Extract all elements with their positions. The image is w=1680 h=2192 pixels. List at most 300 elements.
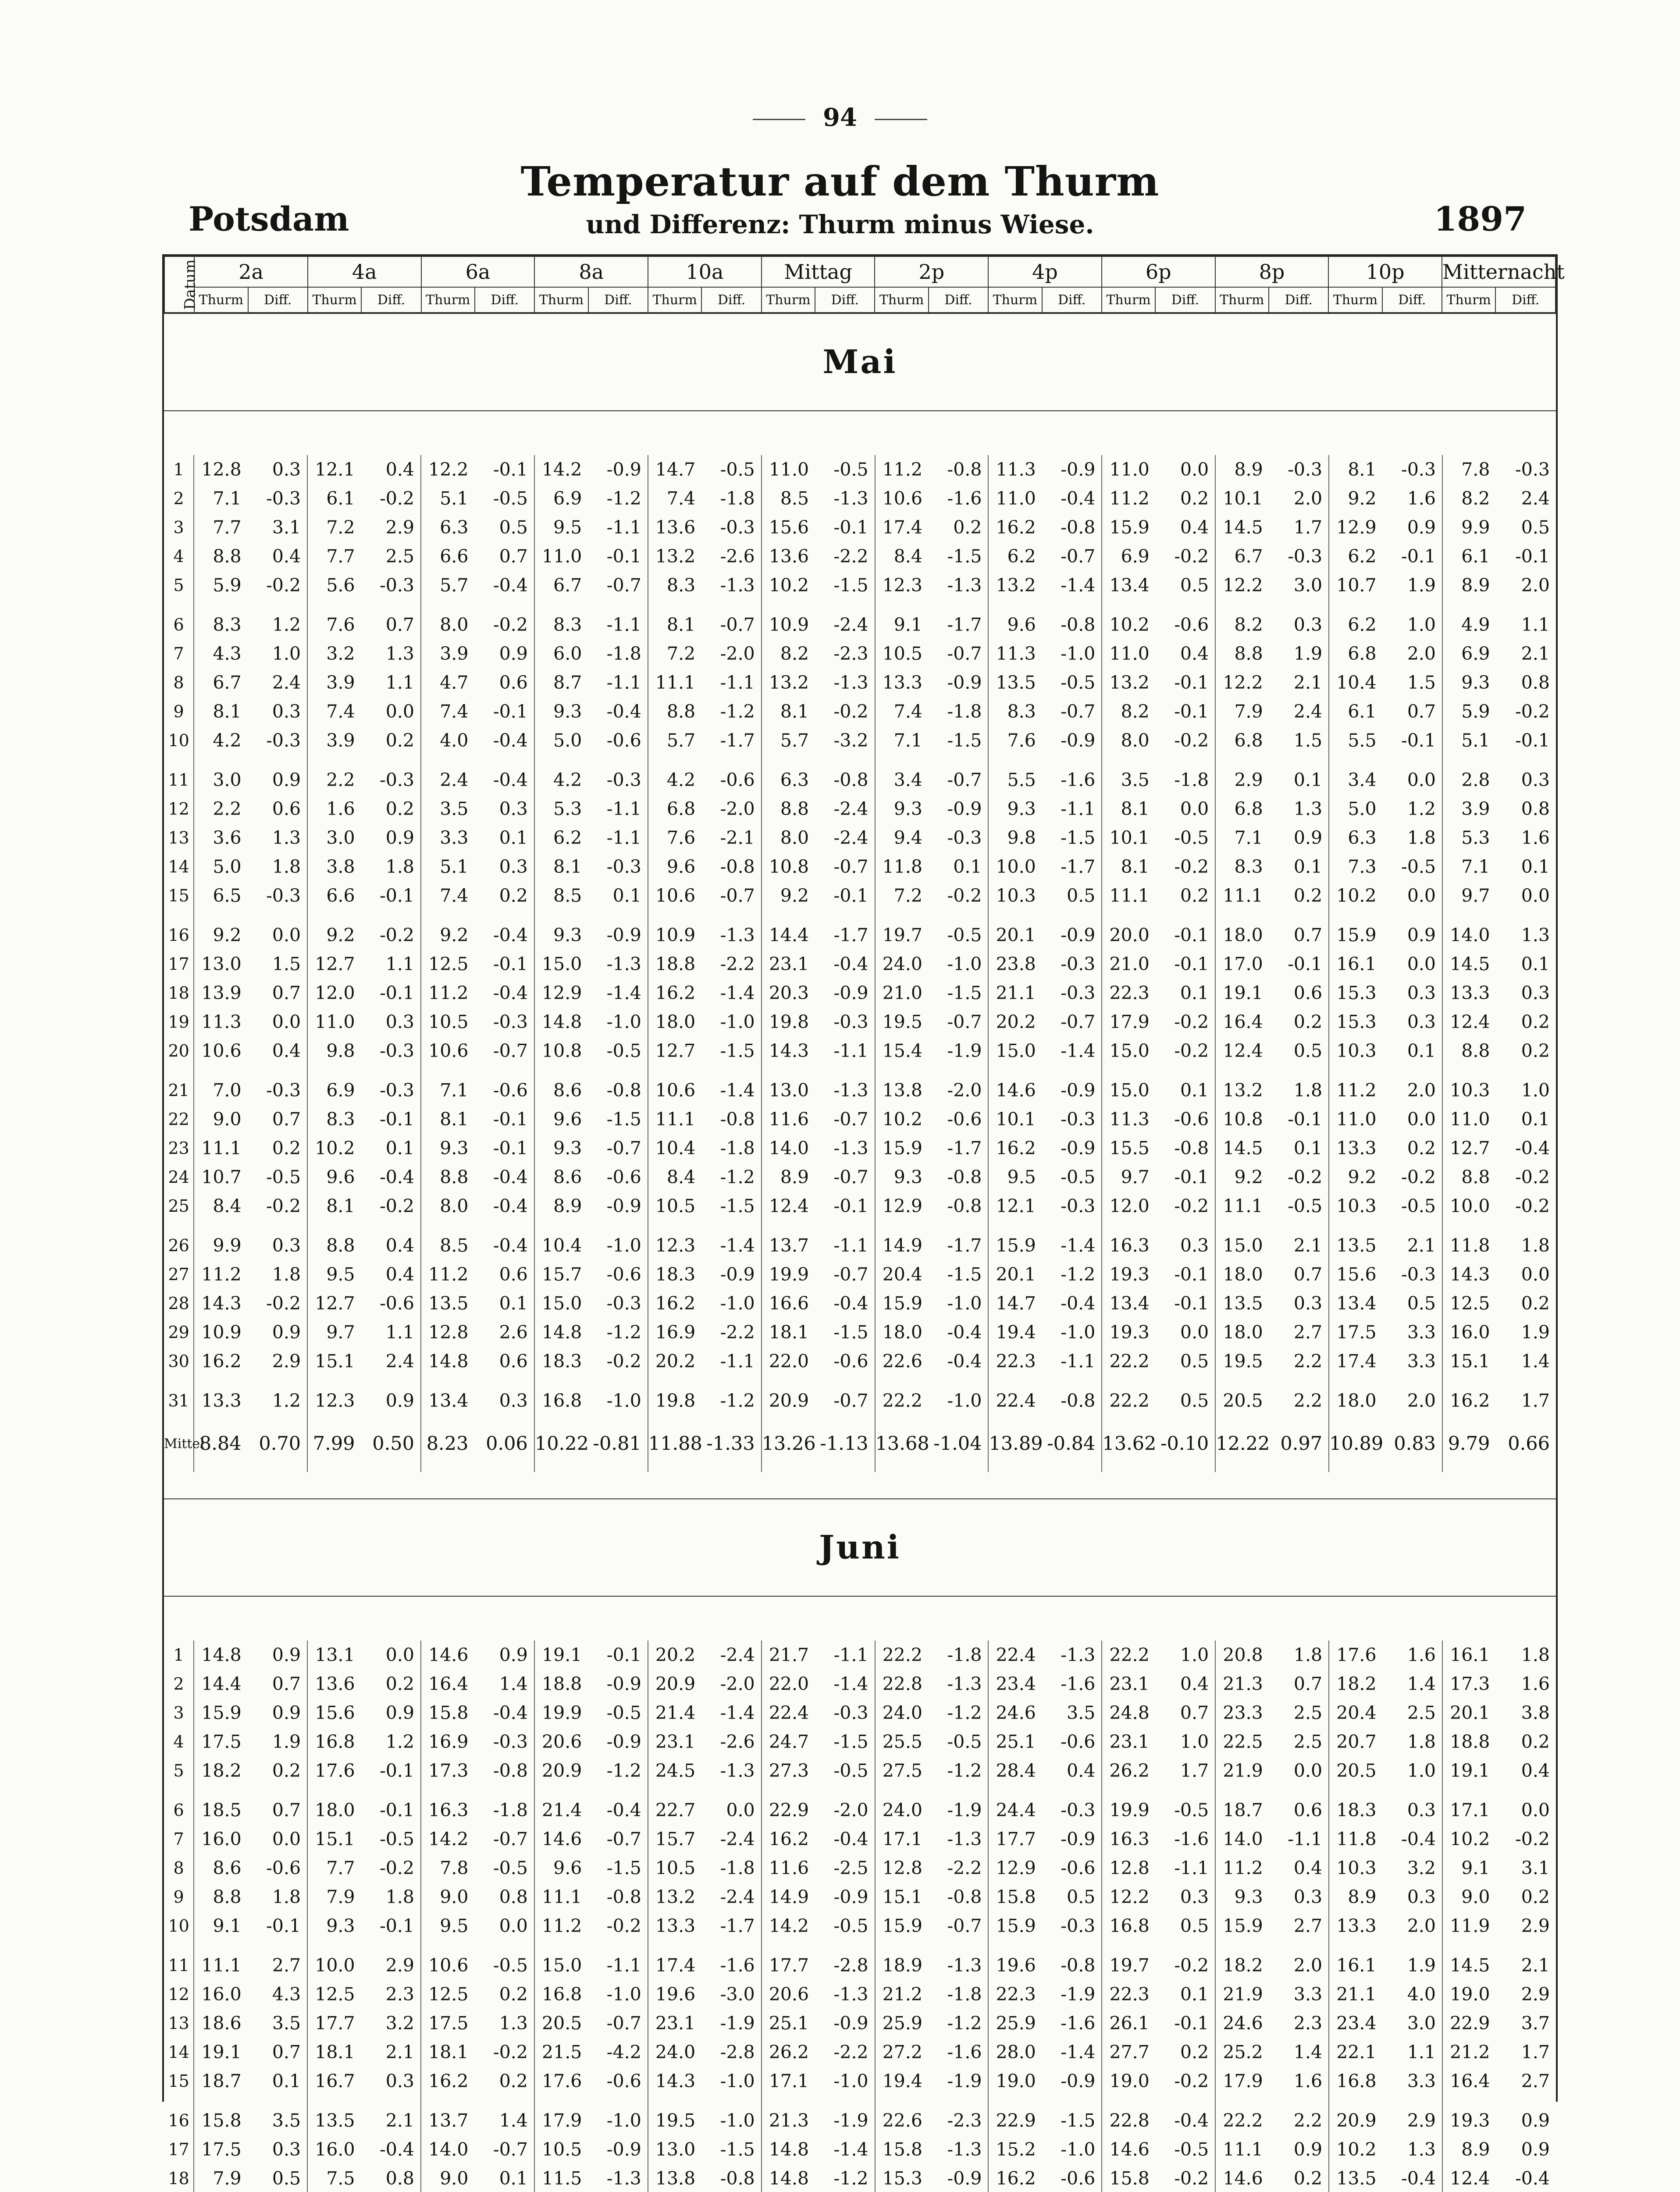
thurm-value: 11.0 [1329, 1105, 1382, 1134]
diff-value: -0.1 [1515, 546, 1550, 567]
diff-value: 0.1 [1521, 954, 1550, 975]
diff-value: -0.6 [1061, 2168, 1096, 2189]
diff-value: 0.06 [486, 1433, 528, 1455]
thurm-value: 15.0 [1102, 1065, 1155, 1105]
thurm-value: 7.4 [648, 484, 701, 513]
diff-value: -1.7 [833, 925, 868, 946]
diff-value: -1.5 [947, 546, 982, 567]
diff-value: 1.0 [1521, 1080, 1550, 1101]
thurm-value: 20.9 [534, 1756, 588, 1785]
diff-value: -1.8 [493, 1800, 528, 1821]
diff-value: 3.1 [1521, 1858, 1550, 1879]
diff-value: 0.8 [1521, 672, 1550, 693]
diff-value: -1.0 [947, 1390, 982, 1411]
diff-value: -1.5 [833, 1322, 868, 1343]
diff-value: -1.04 [933, 1433, 982, 1455]
diff-value: -0.4 [1401, 1829, 1436, 1850]
diff-value: 0.0 [1180, 459, 1209, 480]
thurm-value: 12.7 [648, 1036, 701, 1065]
diff-value: 0.2 [953, 517, 982, 538]
diff-value: -0.2 [833, 701, 868, 722]
diff-value: 0.1 [1180, 982, 1209, 1003]
diff-value: -0.1 [1401, 546, 1436, 567]
thurm-value: 15.5 [1102, 1134, 1155, 1163]
diff-value: 0.5 [1407, 1293, 1436, 1314]
diff-value: 0.9 [1521, 2139, 1550, 2160]
diff-value: -0.9 [947, 672, 982, 693]
thurm-value: 17.1 [1442, 1785, 1496, 1825]
thurm-value: 15.0 [534, 1940, 588, 1980]
thurm-value: 22.7 [648, 1785, 701, 1825]
diff-value: 1.8 [272, 1886, 301, 1907]
thurm-value: 21.9 [1215, 1756, 1269, 1785]
diff-value: -0.9 [1061, 1080, 1096, 1101]
thurm-value: 24.6 [988, 1698, 1042, 1727]
thurm-value: 10.8 [1215, 1105, 1269, 1134]
diff-value: 2.0 [1407, 643, 1436, 664]
thurm-value: 9.3 [1215, 1882, 1269, 1911]
thurm-value: 20.9 [1329, 2096, 1382, 2135]
thurm-value: 8.4 [648, 1163, 701, 1192]
diff-value: -1.3 [947, 575, 982, 596]
thurm-value: 16.0 [194, 1825, 247, 1854]
diff-value: -1.5 [1061, 2110, 1096, 2131]
day-cell: 11 [168, 1956, 189, 1975]
thurm-value: 9.7 [1102, 1163, 1155, 1192]
diff-value: 0.2 [272, 1138, 301, 1159]
table-row [164, 1669, 1556, 1698]
diff-value: -0.7 [1061, 546, 1096, 567]
diff-value: -2.4 [720, 1829, 755, 1850]
day-cell: 7 [173, 644, 184, 663]
thurm-value: 7.8 [421, 1854, 474, 1882]
thurm-value: 24.0 [875, 1698, 929, 1727]
thurm-value: 8.1 [1102, 794, 1155, 823]
thurm-value: 8.6 [534, 1163, 588, 1192]
thurm-value: 18.2 [1329, 1669, 1382, 1698]
diff-value: -2.3 [833, 643, 868, 664]
thurm-value: 14.6 [1102, 2135, 1155, 2164]
thurm-value: 12.7 [307, 1289, 361, 1318]
diff-value: 2.4 [385, 1351, 415, 1372]
diff-value: 2.0 [1293, 488, 1323, 509]
diff-value: -0.4 [1174, 2110, 1209, 2131]
table-row [164, 1192, 1556, 1221]
thurm-value: 8.8 [1442, 1036, 1496, 1065]
diff-value: 1.2 [272, 1390, 301, 1411]
thurm-value: 9.3 [1442, 668, 1496, 697]
thurm-value: 18.6 [194, 2009, 247, 2038]
diff-value: -0.6 [606, 2071, 641, 2092]
diff-value: -0.6 [379, 1293, 415, 1314]
diff-value: -0.6 [1174, 1109, 1209, 1130]
thurm-value: 8.8 [1442, 1163, 1496, 1192]
thurm-value: 9.2 [1329, 484, 1382, 513]
thurm-value: 13.3 [1442, 979, 1496, 1007]
thurm-value: 22.3 [1102, 1980, 1155, 2009]
diff-value: 0.4 [272, 1040, 301, 1061]
thurm-value: 13.2 [1215, 1065, 1269, 1105]
thurm-value: 8.8 [648, 697, 701, 726]
diff-value: 1.6 [1407, 1644, 1436, 1665]
thurm-value: 11.6 [762, 1854, 815, 1882]
thurm-value: 11.2 [875, 455, 929, 484]
diff-value: -0.8 [720, 2168, 755, 2189]
diff-value: 0.5 [499, 517, 528, 538]
diff-value: -2.2 [947, 1858, 982, 1879]
diff-value: -0.6 [1061, 1858, 1096, 1879]
diff-value: -1.2 [720, 1390, 755, 1411]
thurm-value: 9.6 [534, 1105, 588, 1134]
thurm-value: 12.3 [648, 1221, 701, 1260]
diff-value: -1.5 [947, 982, 982, 1003]
diff-value: 0.0 [385, 1644, 415, 1665]
thurm-value: 5.1 [1442, 726, 1496, 755]
diff-value: -1.1 [606, 1955, 641, 1976]
thurm-value: 9.9 [194, 1221, 247, 1260]
diff-value: 0.7 [1293, 925, 1323, 946]
diff-value: -0.5 [1174, 827, 1209, 848]
thurm-value: 11.8 [1442, 1221, 1496, 1260]
thurm-value: 12.8 [875, 1854, 929, 1882]
diff-value: -0.2 [1401, 1167, 1436, 1188]
diff-value: -0.5 [1061, 1167, 1096, 1188]
thurm-value: 15.9 [1329, 910, 1382, 950]
thurm-value: 8.9 [1442, 571, 1496, 600]
thurm-value: 4.2 [534, 755, 588, 794]
thurm-value: 21.3 [1215, 1669, 1269, 1698]
diff-value: -2.0 [720, 798, 755, 819]
diff-value: -0.5 [947, 925, 982, 946]
diff-value: -1.2 [606, 488, 641, 509]
thurm-value: 22.6 [875, 2096, 929, 2135]
thurm-value: 9.79 [1442, 1415, 1496, 1472]
thurm-subheader: Thurm [875, 287, 928, 313]
diff-value: -2.8 [720, 2042, 755, 2063]
table-row [164, 2009, 1556, 2038]
thurm-value: 8.3 [194, 600, 247, 639]
thurm-value: 3.0 [307, 823, 361, 852]
thurm-value: 6.9 [1102, 542, 1155, 571]
thurm-value: 8.1 [307, 1192, 361, 1221]
diff-value: -1.9 [947, 2071, 982, 2092]
thurm-value: 17.1 [762, 2067, 815, 2096]
diff-value: -1.4 [720, 1080, 755, 1101]
thurm-value: 12.4 [1442, 2164, 1496, 2192]
diff-value: -1.1 [720, 1351, 755, 1372]
thurm-value: 7.7 [307, 542, 361, 571]
day-cell: 18 [168, 2169, 189, 2188]
diff-value: -3.2 [833, 730, 868, 751]
thurm-value: 14.8 [421, 1347, 474, 1376]
diff-value: 2.5 [1293, 1702, 1323, 1723]
thurm-value: 5.9 [1442, 697, 1496, 726]
day-cell: 11 [168, 770, 189, 790]
diff-value: 3.3 [1407, 1322, 1436, 1343]
thurm-value: 7.6 [648, 823, 701, 852]
column-header [164, 256, 1565, 313]
diff-value: 0.1 [1521, 1109, 1550, 1130]
thurm-value: 22.1 [1329, 2038, 1382, 2067]
diff-value: -1.1 [606, 672, 641, 693]
diff-value: -0.8 [1174, 1138, 1209, 1159]
diff-value: -0.3 [266, 730, 301, 751]
thurm-value: 13.6 [762, 542, 815, 571]
thurm-value: 10.2 [762, 571, 815, 600]
thurm-value: 6.8 [648, 794, 701, 823]
thurm-value: 15.0 [534, 950, 588, 979]
thurm-value: 14.8 [194, 1640, 247, 1669]
thurm-value: 5.0 [534, 726, 588, 755]
diff-value: -0.4 [1401, 2168, 1436, 2189]
thurm-value: 28.4 [988, 1756, 1042, 1785]
diff-value: -1.1 [1288, 1829, 1323, 1850]
thurm-value: 15.6 [762, 513, 815, 542]
thurm-value: 18.5 [194, 1785, 247, 1825]
thurm-value: 21.3 [762, 2096, 815, 2135]
thurm-value: 18.1 [762, 1318, 815, 1347]
thurm-value: 13.1 [307, 1640, 361, 1669]
thurm-value: 4.2 [648, 755, 701, 794]
diff-value: -2.3 [947, 2110, 982, 2131]
diff-value: 0.7 [385, 614, 415, 635]
thurm-value: 12.2 [421, 455, 474, 484]
thurm-value: 12.5 [1442, 1289, 1496, 1318]
diff-value: -2.2 [833, 546, 868, 567]
thurm-value: 7.99 [307, 1415, 361, 1472]
thurm-value: 16.3 [1102, 1825, 1155, 1854]
diff-value: -0.5 [833, 459, 868, 480]
diff-value: -1.3 [720, 575, 755, 596]
diff-value: 1.5 [1293, 730, 1323, 751]
table-row [164, 2164, 1556, 2192]
diff-value: 0.1 [1521, 856, 1550, 877]
diff-value: 1.8 [272, 856, 301, 877]
thurm-value: 26.2 [1102, 1756, 1155, 1785]
thurm-value: 3.0 [194, 755, 247, 794]
thurm-value: 11.3 [988, 639, 1042, 668]
diff-value: -0.7 [720, 614, 755, 635]
thurm-value: 12.2 [1102, 1882, 1155, 1911]
thurm-value: 13.4 [421, 1376, 474, 1415]
diff-value: 0.0 [1407, 954, 1436, 975]
table-row [164, 600, 1556, 639]
diff-value: -0.7 [947, 643, 982, 664]
thurm-value: 15.8 [1102, 2164, 1155, 2192]
diff-value: -1.2 [606, 1760, 641, 1781]
diff-value: -0.8 [1061, 517, 1096, 538]
thurm-value: 14.8 [534, 1318, 588, 1347]
diff-value: -0.2 [266, 1293, 301, 1314]
diff-value: -0.1 [379, 1915, 415, 1936]
diff-value: -2.0 [947, 1080, 982, 1101]
thurm-value: 18.0 [875, 1318, 929, 1347]
diff-value: -0.6 [606, 1264, 641, 1285]
diff-value: 0.2 [1407, 1138, 1436, 1159]
diff-subheader: Diff. [475, 287, 534, 313]
diff-value: -1.1 [833, 1040, 868, 1061]
thurm-value: 22.2 [1102, 1640, 1155, 1669]
diff-value: -0.3 [606, 769, 641, 790]
diff-value: -0.1 [379, 982, 415, 1003]
thurm-value: 13.7 [762, 1221, 815, 1260]
thurm-value: 19.3 [1102, 1318, 1155, 1347]
thurm-value: 22.2 [875, 1640, 929, 1669]
diff-value: -1.9 [1061, 1984, 1096, 2005]
thurm-value: 25.2 [1215, 2038, 1269, 2067]
thurm-value: 10.5 [648, 1192, 701, 1221]
table-row [164, 1289, 1556, 1318]
diff-value: -0.1 [266, 1915, 301, 1936]
diff-value: -0.5 [266, 1167, 301, 1188]
day-cell: 24 [168, 1167, 189, 1187]
thurm-value: 16.1 [1442, 1640, 1496, 1669]
thurm-value: 7.1 [194, 484, 247, 513]
diff-value: -0.3 [1061, 1109, 1096, 1130]
diff-value: 0.3 [1180, 1886, 1209, 1907]
thurm-value: 20.5 [1215, 1376, 1269, 1415]
table-row [164, 1854, 1556, 1882]
thurm-value: 15.6 [307, 1698, 361, 1727]
thurm-value: 21.9 [1215, 1980, 1269, 2009]
thurm-value: 10.3 [1329, 1192, 1382, 1221]
thurm-value: 10.6 [194, 1036, 247, 1065]
diff-value: -0.4 [947, 1351, 982, 1372]
thurm-value: 2.9 [1215, 755, 1269, 794]
diff-value: -0.4 [379, 2139, 415, 2160]
diff-value: -0.4 [1515, 2168, 1550, 2189]
thurm-value: 10.1 [1102, 823, 1155, 852]
diff-value: 0.3 [1407, 1011, 1436, 1032]
diff-value: -0.81 [593, 1433, 641, 1455]
thurm-value: 15.8 [988, 1882, 1042, 1911]
thurm-value: 17.3 [1442, 1669, 1496, 1698]
diff-value: -1.2 [947, 2013, 982, 2034]
diff-value: 1.3 [499, 2013, 528, 2034]
diff-value: -0.3 [1401, 1264, 1436, 1285]
day-cell: 13 [168, 828, 189, 847]
thurm-value: 9.6 [648, 852, 701, 881]
thurm-value: 13.3 [1329, 1911, 1382, 1940]
diff-value: 0.2 [385, 1673, 415, 1694]
thurm-value: 14.7 [648, 455, 701, 484]
thurm-value: 16.3 [1102, 1221, 1155, 1260]
diff-value: 2.1 [385, 2110, 415, 2131]
thurm-value: 15.9 [1215, 1911, 1269, 1940]
diff-value: 1.0 [1180, 1644, 1209, 1665]
diff-value: 0.5 [1067, 1886, 1096, 1907]
table-row [164, 571, 1556, 600]
diff-value: -0.4 [379, 1167, 415, 1188]
diff-value: -1.4 [1061, 575, 1096, 596]
thurm-value: 22.4 [988, 1640, 1042, 1669]
diff-value: 1.8 [1521, 1644, 1550, 1665]
table-row [164, 1980, 1556, 2009]
diff-value: 0.2 [1521, 1886, 1550, 1907]
thurm-value: 22.9 [1442, 2009, 1496, 2038]
thurm-value: 9.2 [307, 910, 361, 950]
diff-value: -0.4 [833, 1829, 868, 1850]
diff-value: -1.1 [1061, 1351, 1096, 1372]
diff-value: 1.7 [1180, 1760, 1209, 1781]
thurm-value: 16.0 [194, 1980, 247, 2009]
diff-value: -1.8 [947, 701, 982, 722]
diff-value: 0.9 [272, 769, 301, 790]
diff-value: 0.1 [1180, 1080, 1209, 1101]
day-cell: 3 [173, 1703, 184, 1722]
diff-value: -0.8 [947, 1196, 982, 1217]
section-gap [164, 1472, 1556, 1498]
thurm-value: 8.1 [194, 697, 247, 726]
diff-value: -1.1 [606, 614, 641, 635]
thurm-value: 14.6 [534, 1825, 588, 1854]
diff-value: 0.3 [385, 2071, 415, 2092]
thurm-value: 28.0 [988, 2038, 1042, 2067]
diff-value: 3.3 [1407, 1351, 1436, 1372]
thurm-value: 14.2 [534, 455, 588, 484]
diff-value: -1.9 [947, 1800, 982, 1821]
diff-value: -0.4 [493, 1235, 528, 1256]
table-row [164, 1882, 1556, 1911]
table-row [164, 1347, 1556, 1376]
diff-value: -0.3 [266, 1080, 301, 1101]
thurm-value: 23.4 [988, 1669, 1042, 1698]
diff-value: -1.3 [1061, 1644, 1096, 1665]
diff-value: -0.1 [379, 1800, 415, 1821]
diff-value: 0.7 [1293, 1673, 1323, 1694]
thurm-value: 8.2 [762, 639, 815, 668]
diff-value: -0.2 [1174, 2168, 1209, 2189]
diff-value: 0.5 [1180, 1390, 1209, 1411]
thurm-value: 10.3 [988, 881, 1042, 910]
diff-value: 0.83 [1394, 1433, 1436, 1455]
diff-value: -0.5 [947, 1731, 982, 1752]
table-row [164, 1756, 1556, 1785]
diff-value: -0.3 [1288, 459, 1323, 480]
diff-value: -1.3 [720, 925, 755, 946]
diff-value: -0.5 [1288, 1196, 1323, 1217]
diff-value: -1.0 [606, 2110, 641, 2131]
thurm-value: 14.4 [194, 1669, 247, 1698]
diff-value: -1.0 [1061, 643, 1096, 664]
diff-value: 1.8 [1521, 1235, 1550, 1256]
diff-value: 2.5 [1407, 1702, 1436, 1723]
thurm-value: 13.2 [988, 571, 1042, 600]
diff-value: -0.2 [1174, 1955, 1209, 1976]
diff-value: -1.2 [947, 1702, 982, 1723]
diff-value: -0.6 [606, 730, 641, 751]
diff-value: 0.3 [1407, 1886, 1436, 1907]
thurm-value: 6.9 [1442, 639, 1496, 668]
diff-value: 0.9 [499, 643, 528, 664]
thurm-value: 9.2 [194, 910, 247, 950]
thurm-value: 11.0 [762, 455, 815, 484]
diff-value: 4.3 [272, 1984, 301, 2005]
thurm-value: 13.0 [762, 1065, 815, 1105]
diff-value: 1.2 [1407, 798, 1436, 819]
thurm-value: 18.3 [534, 1347, 588, 1376]
diff-value: -0.9 [1061, 459, 1096, 480]
thurm-value: 16.0 [1442, 1318, 1496, 1347]
thurm-value: 5.3 [534, 794, 588, 823]
thurm-value: 12.1 [307, 455, 361, 484]
thurm-value: 17.3 [421, 1756, 474, 1785]
diff-value: -0.2 [1515, 701, 1550, 722]
thurm-value: 13.2 [762, 668, 815, 697]
diff-value: -0.4 [493, 1702, 528, 1723]
thurm-value: 5.0 [1329, 794, 1382, 823]
thurm-value: 18.0 [1215, 1260, 1269, 1289]
